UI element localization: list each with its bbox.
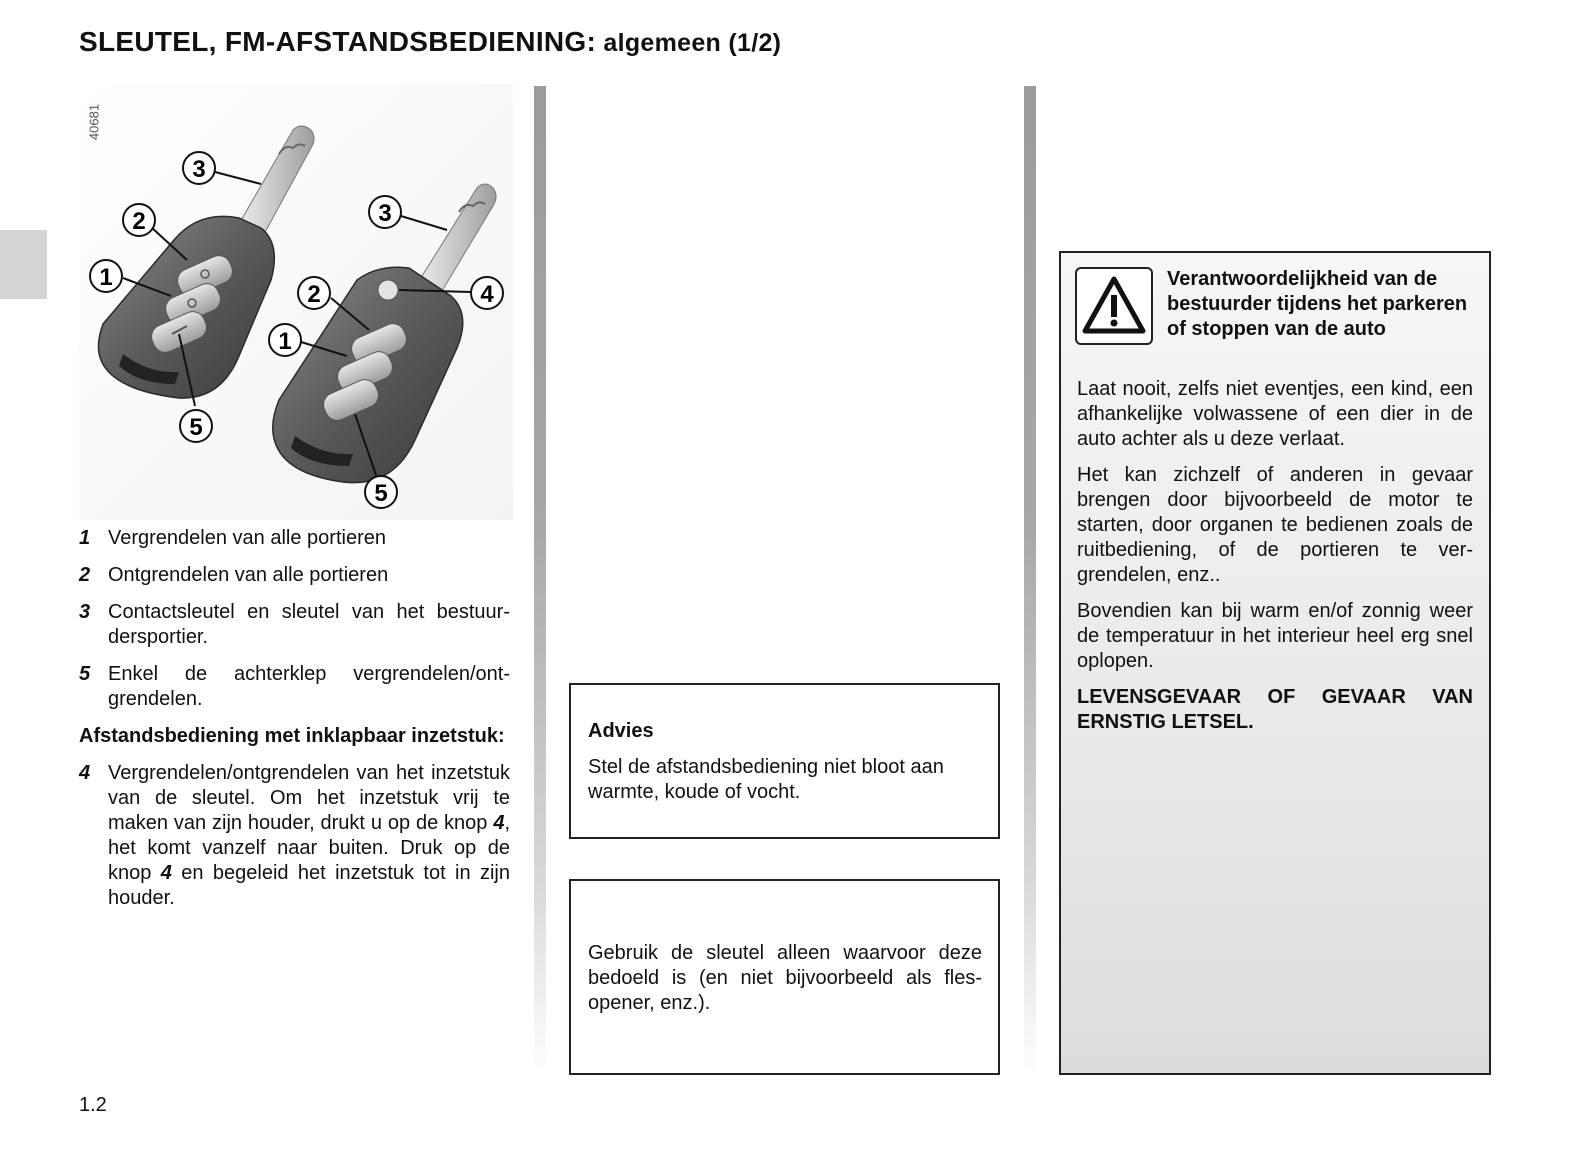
- callout-label: 1: [278, 328, 292, 355]
- callout-1-left: [90, 260, 122, 292]
- warning-body: [1077, 377, 1473, 746]
- key-right-release-button: [378, 280, 398, 300]
- callout-5-right: [365, 476, 397, 508]
- warning-heading: Verantwoordelijkheid van de bestuurder tijdens het parkeren of stoppen van de auto: [1167, 268, 1468, 340]
- callout-label: 2: [132, 208, 146, 235]
- key-figure: [79, 84, 513, 520]
- callout-label: 1: [99, 264, 113, 291]
- legend-list: [79, 526, 510, 923]
- warning-paragraph: Laat nooit, zelfs niet eventjes, een kind, een afhankelijke volwassene of een dier in de auto achter als u deze verlaat.: [1077, 378, 1473, 450]
- legend-item-text: Enkel de achterklep vergrendelen/ontgrendelen.: [108, 663, 510, 710]
- usage-text: Gebruik de sleutel alleen waarvoor deze bedoeld is (en niet bijvoorbeeld als flesopener, enz.).: [588, 942, 982, 1014]
- legend-item: [79, 563, 510, 588]
- warning-paragraph: Het kan zichzelf of anderen in gevaar brengen door bijvoorbeeld de motor te starten, door organen te bedienen zoals de ruitbediening, of de portieren te vergrendelen, enz..: [1077, 464, 1473, 586]
- figure-code-text: 40681: [86, 103, 102, 141]
- callout-label: 5: [374, 480, 388, 507]
- callout-3-right: [369, 196, 401, 228]
- legend-item-text-part: , het komt vanzelf naar buiten. Druk op de knop: [108, 812, 510, 884]
- column-rule-left: [534, 86, 546, 1076]
- callout-2-right: [298, 277, 330, 309]
- legend-item-ref: 4: [493, 812, 505, 834]
- legend-item-text: Contactsleutel en sleutel van het bestuurdersportier.: [108, 601, 510, 648]
- title-main: SLEUTEL, FM-AFSTANDSBEDIENING:: [79, 26, 597, 57]
- callout-label: 3: [378, 200, 392, 227]
- page-number: 1.2: [79, 1094, 107, 1116]
- legend-item: [79, 526, 510, 551]
- legend-item-text: Ontgrendelen van alle portieren: [108, 564, 389, 586]
- usage-box: [569, 879, 1000, 1075]
- warning-emphasis: LEVENSGEVAAR OF GEVAAR VAN ERNSTIG LETSEL.: [1077, 686, 1473, 733]
- warning-panel: [1059, 251, 1491, 1075]
- callout-label: 4: [480, 281, 494, 308]
- callout-label: 5: [189, 414, 203, 441]
- section-tab-marker: [0, 230, 47, 299]
- callout-1-right: [269, 324, 301, 356]
- callout-5-left: [180, 410, 212, 442]
- callout-4-right: [471, 277, 503, 309]
- legend-item-text-part: Vergrendelen/ontgrendelen van het inzetstuk van de sleutel. Om het inzetstuk vrij te maken van zijn houder, drukt u op de knop: [108, 762, 510, 834]
- legend-item-text-part: en begeleid het inzetstuk tot in zijn houder.: [108, 862, 510, 909]
- callout-label: 2: [307, 281, 321, 308]
- advice-box: [569, 683, 1000, 839]
- advice-heading: Advies: [588, 720, 654, 742]
- page-title: [79, 26, 781, 58]
- legend-item-text: Vergrendelen van alle portieren: [108, 527, 386, 549]
- callout-2-left: [123, 204, 155, 236]
- callout-3-left: [183, 152, 215, 184]
- advice-text: Stel de afstandsbediening niet bloot aan warmte, koude of vocht.: [588, 756, 944, 803]
- legend-item-ref: 4: [160, 862, 172, 884]
- legend-item-text: [108, 761, 510, 911]
- figure-code: [84, 98, 104, 146]
- key-illustration: [79, 84, 513, 520]
- legend-subheading: Afstandsbediening met inklapbaar inzetstuk:: [79, 725, 505, 747]
- title-sub: algemeen (1/2): [596, 29, 782, 57]
- warning-paragraph: Bovendien kan bij warm en/of zonnig weer de temperatuur in het interieur heel erg snel oplopen.: [1077, 600, 1473, 672]
- legend-item: [79, 600, 510, 650]
- legend-item-number: 1: [79, 527, 91, 549]
- legend-item-number: 3: [79, 601, 91, 623]
- legend-item-number: 2: [79, 564, 91, 586]
- legend-item-number: 5: [79, 663, 91, 685]
- warning-triangle-icon: [1075, 267, 1153, 345]
- column-rule-right: [1024, 86, 1036, 1076]
- legend-item-number: 4: [79, 762, 91, 784]
- legend-item: [79, 662, 510, 712]
- callout-label: 3: [192, 156, 206, 183]
- legend-item: [79, 761, 510, 911]
